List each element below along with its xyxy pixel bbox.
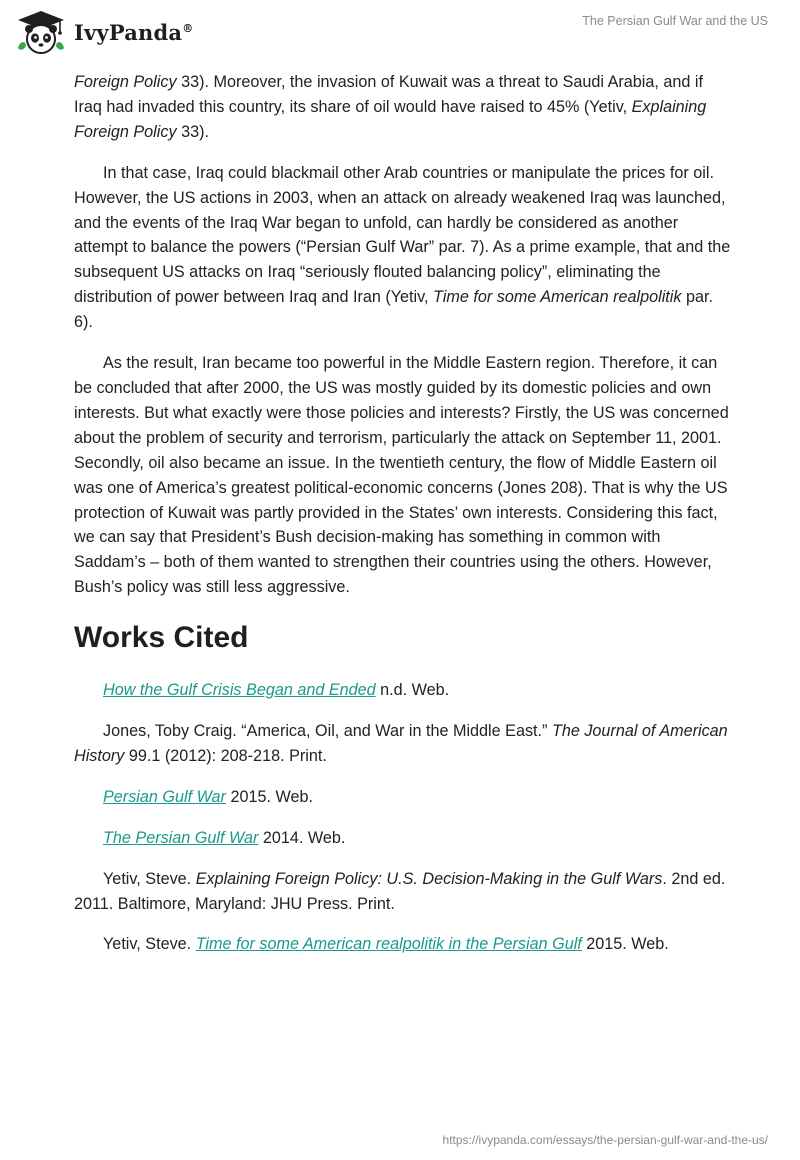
italic-title: Time for some American realpolitik xyxy=(433,288,682,307)
text-run: Jones, Toby Craig. “America, Oil, and War in the Middle East.” xyxy=(103,722,552,741)
citation-link[interactable]: The Persian Gulf War xyxy=(103,828,259,847)
citation-3 xyxy=(74,785,734,810)
text-run: 2014. Web. xyxy=(258,828,346,847)
ivypanda-logo[interactable] xyxy=(14,8,193,56)
text-run: As the result, Iran became too powerful in the Middle Eastern region. Therefore, it can be concluded that after 2000, the US was mostly guided by its domestic policies and own interests. But what exactly were those policies and interests? Firstly, the US was concerned about the problem of security and terrorism, particularly the attack on September 11, 2001. Secondly, oil also became an issue. In the twentieth century, the flow of Middle Eastern oil was one of America’s greatest political-economic concerns (Jones 208). That is why the US protection of Kuwait was partly provided in the States’ own interests. Considering this fact, we can say that President’s Bush decision-making has something in common with Saddam’s – both of them wanted to strengthen their countries using the others. However, Bush’s policy was still less aggressive. xyxy=(74,354,729,597)
text-run: Yetiv, Steve. xyxy=(103,869,196,888)
text-run: In that case, Iraq could blackmail other Arab countries or manipulate the prices for oil. However, the US actions in 2003, when an attack on already weakened Iraq was launched, and the events of the Iraq War began to unfold, can hardly be considered as another attempt to balance the powers (“Persian Gulf War” par. 7). As a prime example, that and the subsequent US attacks on Iraq “seriously flouted balancing policy”, eliminating the distribution of power between Iraq and Iran (Yetiv, xyxy=(74,163,731,307)
italic-title: Foreign Policy xyxy=(74,73,177,91)
text-run: 33). xyxy=(176,122,209,141)
italic-title: The Journal of American History xyxy=(74,722,728,765)
italic-title: Explaining Foreign Policy: U.S. Decision-Making in the Gulf Wars xyxy=(195,869,663,888)
citation-6 xyxy=(74,932,734,957)
logo-wordmark: IvyPanda® xyxy=(74,19,194,45)
citation-link[interactable]: How the Gulf Crisis Began and Ended xyxy=(103,681,376,700)
text-run: Yetiv, Steve. xyxy=(103,935,196,954)
paragraph-3 xyxy=(74,351,734,600)
text-run: par. 6). xyxy=(74,288,713,332)
text-run: 99.1 (2012): 208-218. Print. xyxy=(124,746,327,765)
citation-4 xyxy=(74,826,734,851)
citation-1 xyxy=(74,678,734,703)
text-run: 2015. Web. xyxy=(581,935,669,954)
essay-body xyxy=(74,70,734,973)
citation-5 xyxy=(74,867,734,917)
document-title: The Persian Gulf War and the US xyxy=(582,14,768,28)
works-cited-heading: Works Cited xyxy=(74,621,249,655)
paragraph-2 xyxy=(74,161,734,335)
text-run: 2015. Web. xyxy=(225,787,313,806)
citation-link[interactable]: Time for some American realpolitik in the Persian Gulf xyxy=(195,935,582,954)
citation-2 xyxy=(74,719,734,769)
text-run: n.d. Web. xyxy=(375,681,450,700)
page-header xyxy=(0,0,800,64)
paragraph-1 xyxy=(74,70,734,145)
page-url: https://ivypanda.com/essays/the-persian-gulf-war-and-the-us/ xyxy=(442,1133,768,1147)
citation-link[interactable]: Persian Gulf War xyxy=(103,787,226,806)
italic-title: Explaining Foreign Policy xyxy=(74,97,707,141)
panda-graduate-icon xyxy=(14,8,68,56)
text-run: . 2nd ed. 2011. Baltimore, Maryland: JHU Press. Print. xyxy=(74,869,726,913)
text-run: 33). Moreover, the invasion of Kuwait was a threat to Saudi Arabia, and if Iraq had invaded this country, its share of oil would have raised to 45% (Yetiv, xyxy=(74,73,703,116)
